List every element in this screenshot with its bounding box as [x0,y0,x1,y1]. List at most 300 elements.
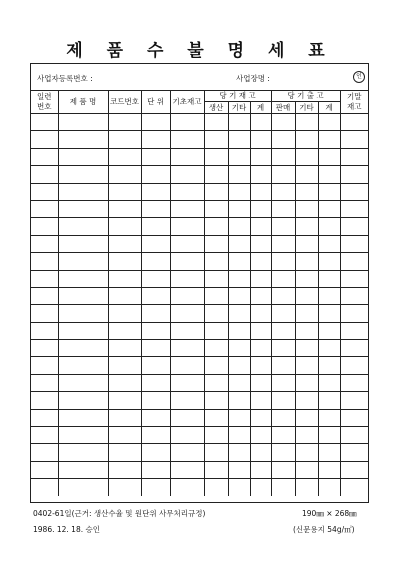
ledger-cell[interactable] [108,235,141,252]
ledger-cell[interactable] [108,427,141,444]
ledger-cell[interactable] [340,200,368,217]
ledger-cell[interactable] [250,374,271,391]
ledger-cell[interactable] [204,235,228,252]
product-ledger-table [31,90,368,496]
ledger-cell[interactable] [31,305,58,322]
ledger-cell[interactable] [271,287,295,304]
ledger-cell[interactable] [228,287,250,304]
ledger-cell[interactable] [204,340,228,357]
ledger-cell[interactable] [318,131,340,148]
ledger-row [31,166,368,183]
ledger-cell[interactable] [204,427,228,444]
ledger-cell[interactable] [250,253,271,270]
ledger-cell[interactable] [228,218,250,235]
ledger-cell[interactable] [250,114,271,131]
ledger-cell[interactable] [271,357,295,374]
ledger-cell[interactable] [318,340,340,357]
ledger-cell[interactable] [141,479,170,496]
ledger-cell[interactable] [58,305,108,322]
ledger-cell[interactable] [58,235,108,252]
ledger-cell[interactable] [271,409,295,426]
ledger-cell[interactable] [141,235,170,252]
ledger-cell[interactable] [295,322,318,339]
ledger-cell[interactable] [170,114,204,131]
ledger-row [31,322,368,339]
ledger-cell[interactable] [228,114,250,131]
seal-mark: 인 [353,71,365,83]
ledger-cell[interactable] [204,148,228,165]
header-unit: 단 위 [141,90,170,114]
ledger-cell[interactable] [318,253,340,270]
ledger-cell[interactable] [271,200,295,217]
ledger-cell[interactable] [250,235,271,252]
form-code-note: 0402-61일(근거: 생산수율 및 원단위 사무처리규정) [33,509,206,518]
ledger-row [31,409,368,426]
ledger-cell[interactable] [170,200,204,217]
ledger-cell[interactable] [141,322,170,339]
ledger-cell[interactable] [250,131,271,148]
ledger-cell[interactable] [295,409,318,426]
approval-date: 1986. 12. 18. 승인 [33,525,100,534]
business-name-label: 사업장명 : [236,74,270,83]
ledger-cell[interactable] [318,218,340,235]
ledger-cell[interactable] [340,479,368,496]
ledger-cell[interactable] [340,114,368,131]
ledger-cell[interactable] [108,148,141,165]
ledger-cell[interactable] [295,166,318,183]
ledger-row [31,461,368,478]
ledger-cell[interactable] [295,305,318,322]
ledger-cell[interactable] [58,166,108,183]
ledger-cell[interactable] [295,479,318,496]
ledger-cell[interactable] [295,392,318,409]
ledger-cell[interactable] [170,392,204,409]
ledger-cell[interactable] [141,253,170,270]
ledger-cell[interactable] [204,287,228,304]
ledger-cell[interactable] [228,305,250,322]
ledger-cell[interactable] [250,287,271,304]
ledger-cell[interactable] [31,253,58,270]
ledger-cell[interactable] [228,270,250,287]
ledger-cell[interactable] [318,200,340,217]
ledger-cell[interactable] [58,427,108,444]
ledger-cell[interactable] [204,166,228,183]
ledger-cell[interactable] [108,166,141,183]
ledger-cell[interactable] [228,340,250,357]
ledger-cell[interactable] [58,200,108,217]
ledger-cell[interactable] [271,183,295,200]
ledger-cell[interactable] [108,305,141,322]
ledger-cell[interactable] [108,183,141,200]
ledger-cell[interactable] [271,427,295,444]
ledger-cell[interactable] [295,148,318,165]
ledger-row [31,305,368,322]
ledger-cell[interactable] [318,287,340,304]
ledger-cell[interactable] [318,235,340,252]
ledger-cell[interactable] [318,166,340,183]
ledger-cell[interactable] [31,166,58,183]
ledger-cell[interactable] [31,374,58,391]
ledger-cell[interactable] [31,235,58,252]
ledger-cell[interactable] [31,218,58,235]
ledger-cell[interactable] [58,270,108,287]
ledger-cell[interactable] [141,114,170,131]
ledger-cell[interactable] [108,253,141,270]
ledger-row [31,340,368,357]
ledger-row [31,218,368,235]
header-closing-line1: 기말 [347,91,362,101]
ledger-body [31,114,368,497]
ledger-cell[interactable] [318,357,340,374]
header-outgoing-other: 기타 [295,102,318,114]
ledger-cell[interactable] [204,322,228,339]
ledger-cell[interactable] [228,374,250,391]
ledger-row [31,479,368,496]
ledger-cell[interactable] [228,479,250,496]
ledger-cell[interactable] [271,253,295,270]
ledger-cell[interactable] [340,183,368,200]
ledger-cell[interactable] [204,218,228,235]
ledger-cell[interactable] [58,409,108,426]
ledger-cell[interactable] [295,374,318,391]
ledger-row [31,270,368,287]
ledger-cell[interactable] [340,131,368,148]
ledger-cell[interactable] [204,131,228,148]
ledger-cell[interactable] [295,183,318,200]
ledger-cell[interactable] [204,114,228,131]
ledger-cell[interactable] [108,114,141,131]
ledger-cell[interactable] [204,461,228,478]
ledger-cell[interactable] [141,305,170,322]
ledger-cell[interactable] [108,218,141,235]
ledger-cell[interactable] [31,131,58,148]
ledger-cell[interactable] [295,357,318,374]
ledger-cell[interactable] [250,392,271,409]
ledger-cell[interactable] [58,444,108,461]
ledger-cell[interactable] [250,183,271,200]
ledger-cell[interactable] [170,427,204,444]
ledger-cell[interactable] [295,200,318,217]
ledger-cell[interactable] [271,461,295,478]
ledger-cell[interactable] [295,131,318,148]
ledger-cell[interactable] [204,270,228,287]
ledger-cell[interactable] [31,148,58,165]
ledger-cell[interactable] [340,444,368,461]
ledger-cell[interactable] [271,444,295,461]
ledger-cell[interactable] [58,114,108,131]
ledger-cell[interactable] [228,131,250,148]
ledger-cell[interactable] [141,444,170,461]
ledger-cell[interactable] [340,235,368,252]
ledger-cell[interactable] [31,200,58,217]
ledger-cell[interactable] [141,166,170,183]
ledger-cell[interactable] [340,270,368,287]
ledger-cell[interactable] [108,479,141,496]
ledger-cell[interactable] [58,287,108,304]
ledger-cell[interactable] [58,131,108,148]
ledger-cell[interactable] [318,114,340,131]
ledger-cell[interactable] [250,444,271,461]
ledger-cell[interactable] [340,392,368,409]
ledger-cell[interactable] [141,340,170,357]
ledger-cell[interactable] [340,218,368,235]
ledger-row [31,357,368,374]
ledger-cell[interactable] [250,148,271,165]
ledger-cell[interactable] [318,183,340,200]
ledger-cell[interactable] [58,374,108,391]
form-frame [30,63,369,503]
ledger-cell[interactable] [141,287,170,304]
ledger-cell[interactable] [170,253,204,270]
ledger-cell[interactable] [271,131,295,148]
header-serial-line1: 일련 [37,91,52,101]
ledger-cell[interactable] [58,392,108,409]
ledger-cell[interactable] [340,253,368,270]
ledger-cell[interactable] [318,444,340,461]
ledger-cell[interactable] [58,183,108,200]
ledger-cell[interactable] [141,409,170,426]
ledger-cell[interactable] [228,392,250,409]
ledger-cell[interactable] [108,131,141,148]
ledger-cell[interactable] [295,218,318,235]
ledger-cell[interactable] [58,357,108,374]
ledger-cell[interactable] [250,270,271,287]
ledger-cell[interactable] [108,409,141,426]
ledger-cell[interactable] [318,392,340,409]
header-serial-number [31,90,58,114]
ledger-cell[interactable] [340,322,368,339]
ledger-cell[interactable] [170,322,204,339]
ledger-cell[interactable] [340,148,368,165]
ledger-cell[interactable] [204,357,228,374]
ledger-cell[interactable] [108,357,141,374]
ledger-cell[interactable] [31,287,58,304]
ledger-cell[interactable] [250,166,271,183]
ledger-cell[interactable] [250,340,271,357]
ledger-cell[interactable] [204,392,228,409]
ledger-cell[interactable] [204,253,228,270]
ledger-cell[interactable] [340,357,368,374]
ledger-cell[interactable] [141,270,170,287]
ledger-cell[interactable] [58,340,108,357]
ledger-cell[interactable] [318,479,340,496]
header-closing-stock [340,90,368,114]
ledger-cell[interactable] [295,287,318,304]
ledger-cell[interactable] [295,340,318,357]
ledger-cell[interactable] [31,183,58,200]
ledger-cell[interactable] [318,305,340,322]
paper-spec: (신문용지 54g/㎡) [293,525,355,534]
ledger-cell[interactable] [108,461,141,478]
ledger-cell[interactable] [58,148,108,165]
ledger-cell[interactable] [58,322,108,339]
ledger-cell[interactable] [108,374,141,391]
ledger-row [31,131,368,148]
ledger-cell[interactable] [141,218,170,235]
ledger-cell[interactable] [228,427,250,444]
ledger-cell[interactable] [108,322,141,339]
ledger-cell[interactable] [204,200,228,217]
ledger-cell[interactable] [271,148,295,165]
ledger-cell[interactable] [295,427,318,444]
ledger-cell[interactable] [170,235,204,252]
ledger-cell[interactable] [170,479,204,496]
ledger-cell[interactable] [31,444,58,461]
ledger-row [31,287,368,304]
ledger-cell[interactable] [170,305,204,322]
ledger-cell[interactable] [228,166,250,183]
ledger-cell[interactable] [31,409,58,426]
ledger-cell[interactable] [228,148,250,165]
header-outgoing-total: 계 [318,102,340,114]
ledger-cell[interactable] [318,374,340,391]
ledger-cell[interactable] [170,374,204,391]
ledger-cell[interactable] [295,444,318,461]
ledger-cell[interactable] [58,218,108,235]
ledger-cell[interactable] [141,374,170,391]
ledger-cell[interactable] [318,461,340,478]
ledger-cell[interactable] [31,114,58,131]
ledger-cell[interactable] [228,444,250,461]
ledger-cell[interactable] [141,461,170,478]
header-incoming-production: 생산 [204,102,228,114]
ledger-cell[interactable] [58,479,108,496]
ledger-cell[interactable] [204,305,228,322]
ledger-cell[interactable] [228,409,250,426]
ledger-cell[interactable] [31,461,58,478]
ledger-cell[interactable] [204,374,228,391]
ledger-cell[interactable] [228,461,250,478]
ledger-cell[interactable] [31,270,58,287]
ledger-cell[interactable] [141,427,170,444]
ledger-cell[interactable] [228,253,250,270]
ledger-cell[interactable] [58,253,108,270]
ledger-cell[interactable] [170,287,204,304]
ledger-cell[interactable] [318,322,340,339]
ledger-cell[interactable] [250,357,271,374]
ledger-cell[interactable] [141,357,170,374]
ledger-cell[interactable] [250,305,271,322]
ledger-cell[interactable] [318,270,340,287]
ledger-cell[interactable] [295,114,318,131]
registration-number-label: 사업자등록번호 : [37,74,93,83]
ledger-cell[interactable] [271,235,295,252]
ledger-row [31,374,368,391]
ledger-cell[interactable] [31,322,58,339]
ledger-cell[interactable] [141,200,170,217]
ledger-cell[interactable] [271,166,295,183]
ledger-cell[interactable] [295,461,318,478]
ledger-cell[interactable] [108,392,141,409]
ledger-cell[interactable] [58,461,108,478]
ledger-cell[interactable] [204,444,228,461]
ledger-cell[interactable] [108,444,141,461]
ledger-cell[interactable] [31,479,58,496]
ledger-cell[interactable] [170,340,204,357]
ledger-cell[interactable] [250,322,271,339]
ledger-cell[interactable] [271,479,295,496]
ledger-cell[interactable] [271,305,295,322]
ledger-cell[interactable] [204,409,228,426]
ledger-row [31,235,368,252]
ledger-cell[interactable] [340,340,368,357]
ledger-cell[interactable] [340,409,368,426]
ledger-cell[interactable] [250,427,271,444]
ledger-cell[interactable] [141,148,170,165]
ledger-cell[interactable] [250,200,271,217]
ledger-cell[interactable] [170,270,204,287]
ledger-cell[interactable] [170,183,204,200]
ledger-cell[interactable] [170,461,204,478]
ledger-cell[interactable] [228,235,250,252]
ledger-cell[interactable] [141,183,170,200]
ledger-cell[interactable] [250,479,271,496]
ledger-cell[interactable] [141,131,170,148]
ledger-cell[interactable] [318,409,340,426]
ledger-cell[interactable] [170,357,204,374]
ledger-cell[interactable] [340,166,368,183]
ledger-cell[interactable] [271,270,295,287]
ledger-cell[interactable] [250,409,271,426]
ledger-cell[interactable] [228,183,250,200]
ledger-cell[interactable] [108,287,141,304]
ledger-cell[interactable] [340,427,368,444]
ledger-cell[interactable] [250,461,271,478]
ledger-cell[interactable] [271,114,295,131]
ledger-cell[interactable] [271,374,295,391]
ledger-cell[interactable] [108,200,141,217]
ledger-cell[interactable] [271,218,295,235]
ledger-cell[interactable] [340,287,368,304]
header-closing-line2: 재고 [347,101,362,111]
ledger-cell[interactable] [31,357,58,374]
ledger-cell[interactable] [204,479,228,496]
ledger-cell[interactable] [108,270,141,287]
ledger-cell[interactable] [31,392,58,409]
ledger-cell[interactable] [31,427,58,444]
ledger-cell[interactable] [170,131,204,148]
ledger-cell[interactable] [295,235,318,252]
ledger-cell[interactable] [170,444,204,461]
ledger-cell[interactable] [318,148,340,165]
ledger-cell[interactable] [340,461,368,478]
ledger-cell[interactable] [228,200,250,217]
header-product-name: 제 품 명 [58,90,108,114]
ledger-row [31,114,368,131]
ledger-cell[interactable] [228,322,250,339]
ledger-cell[interactable] [271,340,295,357]
ledger-cell[interactable] [108,340,141,357]
ledger-cell[interactable] [228,357,250,374]
ledger-cell[interactable] [318,427,340,444]
ledger-cell[interactable] [170,166,204,183]
ledger-cell[interactable] [271,322,295,339]
ledger-cell[interactable] [31,340,58,357]
ledger-cell[interactable] [295,253,318,270]
ledger-cell[interactable] [170,218,204,235]
ledger-cell[interactable] [250,218,271,235]
ledger-cell[interactable] [204,183,228,200]
header-opening-stock: 기초재고 [170,90,204,114]
ledger-cell[interactable] [170,409,204,426]
ledger-cell[interactable] [271,392,295,409]
ledger-cell[interactable] [141,392,170,409]
ledger-cell[interactable] [295,270,318,287]
ledger-cell[interactable] [170,148,204,165]
paper-size: 190㎜ × 268㎜ [302,509,357,518]
ledger-cell[interactable] [340,374,368,391]
ledger-cell[interactable] [340,305,368,322]
